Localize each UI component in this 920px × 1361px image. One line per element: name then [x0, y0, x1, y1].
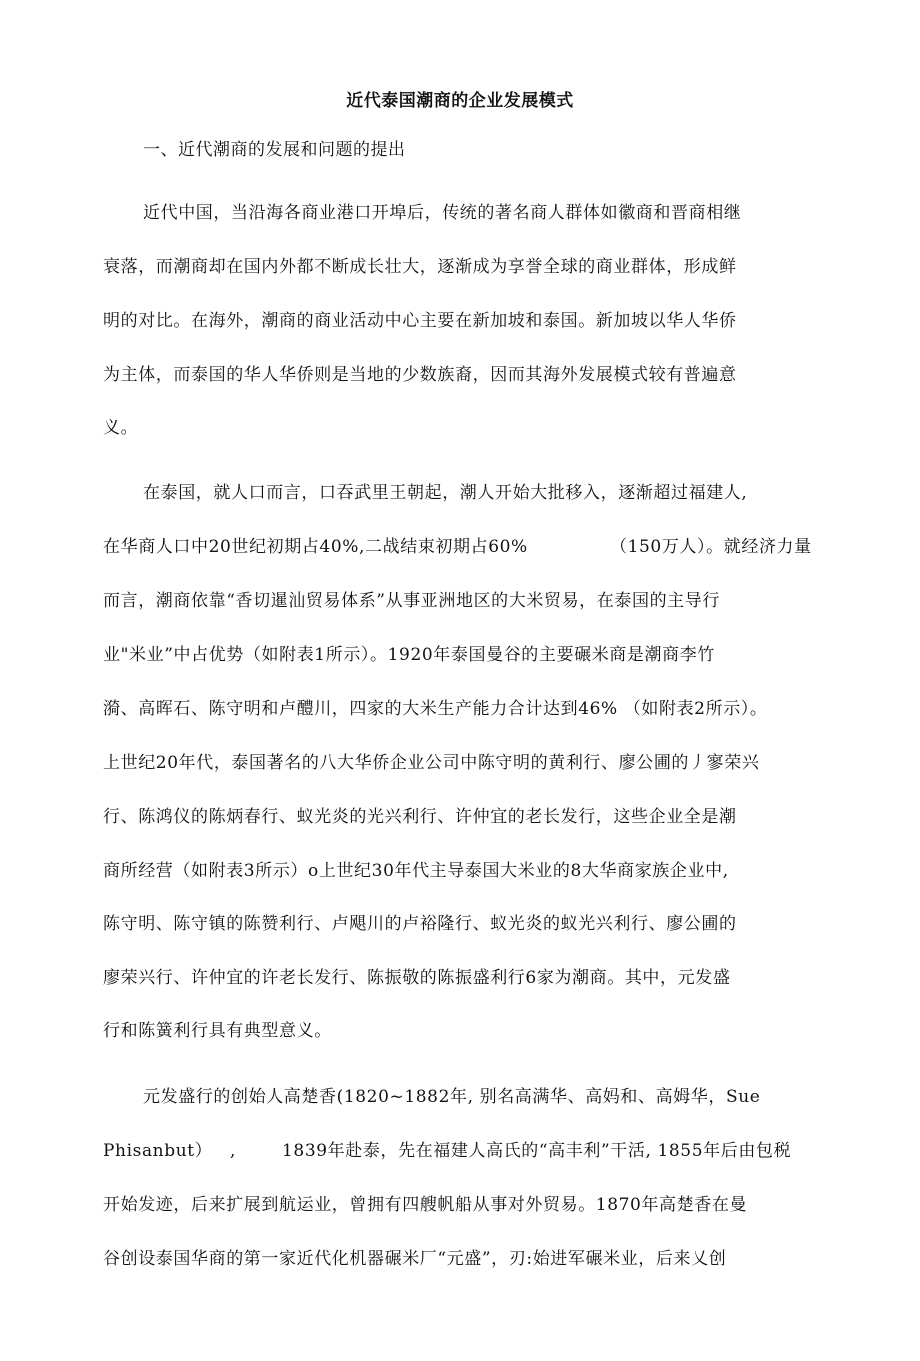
paragraph-line: 行和陈簧利行具有典型意义。: [103, 1021, 332, 1041]
paragraph-line: 廖荣兴行、许仲宜的许老长发行、陈振敬的陈振盛利行6家为潮商。其中，元发盛: [103, 968, 731, 988]
paragraph-line: 商所经营（如附表3所示）o上世纪30年代主导泰国大米业的8大华商家族企业中,: [103, 861, 729, 881]
paragraph-line: 行、陈鸿仪的陈炳春行、蚁光炎的光兴利行、许仲宜的老长发行，这些企业全是潮: [103, 807, 737, 827]
paragraph-line: 在华商人口中20世纪初期占40%,二战结束初期占60%: [103, 537, 528, 557]
paragraph-line: 开始发迹，后来扩展到航运业，曾拥有四艘帆船从事对外贸易。1870年高楚香在曼: [103, 1195, 748, 1215]
paragraph-line: 而言，潮商依靠“香切暹汕贸易体系”从事亚洲地区的大米贸易，在泰国的主导行: [103, 591, 720, 611]
paragraph-line-fragment: Phisanbut）: [103, 1141, 213, 1161]
paragraph-line: 上世纪20年代，泰国著名的八大华侨企业公司中陈守明的黄利行、廖公圃的丿寥荣兴: [103, 753, 760, 773]
paragraph-line-fragment: ,: [230, 1141, 237, 1161]
paragraph-line: 近代中国，当沿海各商业港口开埠后，传统的著名商人群体如徽商和晋商相继: [143, 203, 742, 223]
paragraph-line-fragment: （150万人）。就经济力量: [610, 537, 812, 557]
paragraph-line: 在泰国，就人口而言，口吞武里王朝起，潮人开始大批移入，逐渐超过福建人,: [143, 483, 748, 503]
paragraph-line: 谷创设泰国华商的第一家近代化机器碾米厂“元盛”，刃:始进军碾米业，后来乂创: [103, 1249, 727, 1269]
paragraph-line: 陈守明、陈守镇的陈赞利行、卢飓川的卢裕隆行、蚁光炎的蚁光兴利行、廖公圃的: [103, 914, 737, 934]
section-heading: 一、近代潮商的发展和问题的提出: [143, 140, 406, 160]
paragraph-line: 漪、高晖石、陈守明和卢醴川，四家的大米生产能力合计达到46% （如附表2所示）。: [103, 699, 768, 719]
paragraph-line: 业"米业”中占优势（如附表1所示）。1920年泰国曼谷的主要碾米商是潮商李竹: [103, 645, 715, 665]
document-title: 近代泰国潮商的企业发展模式: [346, 91, 574, 111]
paragraph-line: 衰落，而潮商却在国内外都不断成长壮大，逐渐成为享誉全球的商业群体，形成鲜: [103, 257, 737, 277]
paragraph-line-fragment: 1839年赴泰，先在福建人高氏的“高丰利”干活, 1855年后由包税: [282, 1141, 792, 1161]
paragraph-line: 为主体，而泰国的华人华侨则是当地的少数族裔，因而其海外发展模式较有普遍意: [103, 365, 737, 385]
paragraph-line: 元发盛行的创始人高楚香(1820~1882年, 别名高满华、高妈和、高姆华，Sue: [143, 1087, 761, 1107]
paragraph-line: 明的对比。在海外，潮商的商业活动中心主要在新加坡和泰国。新加坡以华人华侨: [103, 311, 737, 331]
paragraph-line: 义。: [103, 418, 139, 438]
